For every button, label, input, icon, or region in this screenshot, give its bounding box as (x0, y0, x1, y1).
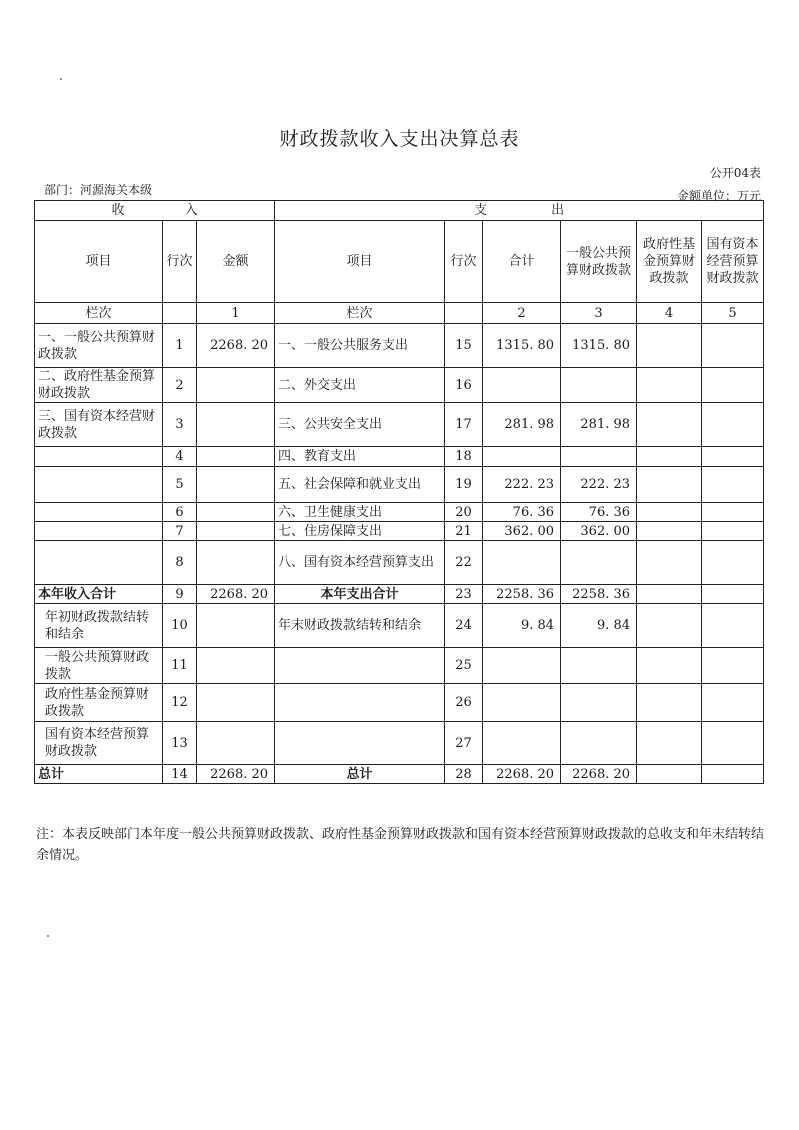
expense-row-no: 25 (445, 648, 483, 684)
gov-fund-header: 政府性基金预算财政拨款 (637, 221, 702, 303)
expense-state-capital (702, 684, 764, 722)
expense-general-budget: 222. 23 (561, 467, 637, 503)
expense-item: 年末财政拨款结转和结余 (275, 604, 445, 648)
income-amount (197, 403, 275, 447)
expense-general-budget (561, 447, 637, 467)
income-item: 一、一般公共预算财政拨款 (35, 324, 163, 368)
header-group-row (35, 201, 764, 221)
expense-row-no: 19 (445, 467, 483, 503)
expense-total (483, 541, 561, 585)
income-item: 三、国有资本经营财政拨款 (35, 403, 163, 447)
expense-state-capital (702, 541, 764, 585)
income-item: 总计 (35, 765, 163, 784)
expense-item: 四、教育支出 (275, 447, 445, 467)
expense-state-capital (702, 503, 764, 522)
expense-state-capital (702, 585, 764, 604)
expense-general-budget: 362. 00 (561, 522, 637, 541)
expense-gov-fund (637, 368, 702, 403)
income-row-no: 10 (163, 604, 197, 648)
expense-gov-fund (637, 403, 702, 447)
income-row-no: 12 (163, 684, 197, 722)
income-row-no: 7 (163, 522, 197, 541)
expense-row-no-header: 行次 (445, 221, 483, 303)
expense-row-no: 26 (445, 684, 483, 722)
expense-state-capital (702, 467, 764, 503)
expense-total: 76. 36 (483, 503, 561, 522)
expense-general-budget: 9. 84 (561, 604, 637, 648)
table-row (35, 467, 764, 503)
expense-state-capital (702, 765, 764, 784)
table-row (35, 403, 764, 447)
income-amount (197, 368, 275, 403)
expense-total: 222. 23 (483, 467, 561, 503)
general-budget-header: 一般公共预算财政拨款 (561, 221, 637, 303)
expense-state-capital (702, 447, 764, 467)
expense-gov-fund (637, 604, 702, 648)
expense-item: 七、住房保障支出 (275, 522, 445, 541)
income-row-no: 13 (163, 722, 197, 765)
expense-total: 362. 00 (483, 522, 561, 541)
expense-total (483, 648, 561, 684)
expense-general-budget (561, 648, 637, 684)
expense-item: 二、外交支出 (275, 368, 445, 403)
expense-row-no: 28 (445, 765, 483, 784)
expense-gov-fund (637, 765, 702, 784)
expense-item: 三、公共安全支出 (275, 403, 445, 447)
income-item (35, 447, 163, 467)
expense-row-no: 17 (445, 403, 483, 447)
expense-general-budget (561, 541, 637, 585)
expense-item (275, 722, 445, 765)
expense-total: 9. 84 (483, 604, 561, 648)
col-label: 栏次 (275, 303, 445, 324)
table-row (35, 368, 764, 403)
expense-total (483, 722, 561, 765)
form-code: 公开04表 (709, 166, 761, 180)
expense-item: 本年支出合计 (275, 585, 445, 604)
income-amount (197, 503, 275, 522)
summary-table (34, 200, 764, 784)
expense-total (483, 368, 561, 403)
income-item: 二、政府性基金预算财政拨款 (35, 368, 163, 403)
expense-row-no: 21 (445, 522, 483, 541)
income-row-no: 9 (163, 585, 197, 604)
income-amount (197, 684, 275, 722)
income-amount-header: 金额 (197, 221, 275, 303)
expense-header: 支 出 (275, 201, 764, 221)
expense-item: 五、社会保障和就业支出 (275, 467, 445, 503)
expense-total: 2268. 20 (483, 765, 561, 784)
header-column-row (35, 221, 764, 303)
expense-row-no: 15 (445, 324, 483, 368)
data-rows (35, 324, 764, 784)
income-amount (197, 648, 275, 684)
expense-general-budget: 2258. 36 (561, 585, 637, 604)
expense-gov-fund (637, 324, 702, 368)
income-item-header: 项目 (35, 221, 163, 303)
expense-gov-fund (637, 585, 702, 604)
expense-state-capital (702, 522, 764, 541)
table-row (35, 541, 764, 585)
income-amount (197, 604, 275, 648)
expense-state-capital (702, 403, 764, 447)
income-row-no: 14 (163, 765, 197, 784)
income-amount (197, 447, 275, 467)
income-row-no: 1 (163, 324, 197, 368)
expense-item (275, 684, 445, 722)
table-row (35, 604, 764, 648)
expense-gov-fund (637, 503, 702, 522)
income-item: 年初财政拨款结转和结余 (35, 604, 163, 648)
unit-label: 金额单位：万元 (676, 189, 761, 203)
col-num: 2 (483, 303, 561, 324)
expense-gov-fund (637, 467, 702, 503)
expense-total: 2258. 36 (483, 585, 561, 604)
income-amount (197, 467, 275, 503)
expense-row-no: 24 (445, 604, 483, 648)
income-amount (197, 722, 275, 765)
income-amount (197, 522, 275, 541)
income-row-no: 3 (163, 403, 197, 447)
expense-general-budget (561, 368, 637, 403)
expense-gov-fund (637, 722, 702, 765)
expense-general-budget: 76. 36 (561, 503, 637, 522)
expense-state-capital (702, 648, 764, 684)
table-row (35, 765, 764, 784)
expense-general-budget: 1315. 80 (561, 324, 637, 368)
table-row (35, 447, 764, 467)
expense-gov-fund (637, 684, 702, 722)
col-num: 4 (637, 303, 702, 324)
expense-row-no: 27 (445, 722, 483, 765)
expense-gov-fund (637, 447, 702, 467)
table-row (35, 522, 764, 541)
expense-row-no: 16 (445, 368, 483, 403)
expense-item: 一、一般公共服务支出 (275, 324, 445, 368)
table-row (35, 503, 764, 522)
income-amount: 2268. 20 (197, 765, 275, 784)
income-row-no-header: 行次 (163, 221, 197, 303)
income-row-no: 4 (163, 447, 197, 467)
income-item (35, 503, 163, 522)
expense-item: 八、国有资本经营预算支出 (275, 541, 445, 585)
expense-state-capital (702, 604, 764, 648)
page-title: 财政拨款收入支出决算总表 (279, 128, 520, 150)
scan-speck (47, 935, 49, 937)
expense-item: 总计 (275, 765, 445, 784)
income-row-no: 8 (163, 541, 197, 585)
expense-total (483, 447, 561, 467)
expense-gov-fund (637, 648, 702, 684)
income-row-no: 2 (163, 368, 197, 403)
income-item: 一般公共预算财政拨款 (35, 648, 163, 684)
expense-item: 六、卫生健康支出 (275, 503, 445, 522)
expense-row-no: 20 (445, 503, 483, 522)
expense-general-budget: 2268. 20 (561, 765, 637, 784)
scan-speck (60, 78, 62, 80)
expense-total: 1315. 80 (483, 324, 561, 368)
income-item: 国有资本经营预算财政拨款 (35, 722, 163, 765)
expense-general-budget: 281. 98 (561, 403, 637, 447)
income-item: 本年收入合计 (35, 585, 163, 604)
expense-total-header: 合计 (483, 221, 561, 303)
income-item (35, 541, 163, 585)
income-amount: 2268. 20 (197, 324, 275, 368)
department-label: 部门：河源海关本级 (44, 183, 153, 197)
state-capital-header: 国有资本经营预算财政拨款 (702, 221, 764, 303)
income-row-no: 11 (163, 648, 197, 684)
expense-item-header: 项目 (275, 221, 445, 303)
table-row (35, 648, 764, 684)
expense-state-capital (702, 324, 764, 368)
table-row (35, 324, 764, 368)
expense-gov-fund (637, 541, 702, 585)
expense-general-budget (561, 722, 637, 765)
expense-item (275, 648, 445, 684)
table-row (35, 585, 764, 604)
expense-gov-fund (637, 522, 702, 541)
expense-general-budget (561, 684, 637, 722)
col-num: 3 (561, 303, 637, 324)
expense-row-no: 18 (445, 447, 483, 467)
table-row (35, 684, 764, 722)
col-num: 5 (702, 303, 764, 324)
col-num: 1 (197, 303, 275, 324)
income-item (35, 467, 163, 503)
footnote: 注：本表反映部门本年度一般公共预算财政拨款、政府性基金预算财政拨款和国有资本经营预算财政拨款的总收支和年末结转结余情况。 (36, 827, 765, 863)
income-amount (197, 541, 275, 585)
col-label: 栏次 (35, 303, 163, 324)
table-row (35, 722, 764, 765)
income-header: 收 入 (35, 201, 275, 221)
expense-total: 281. 98 (483, 403, 561, 447)
expense-state-capital (702, 368, 764, 403)
income-amount: 2268. 20 (197, 585, 275, 604)
income-item: 政府性基金预算财政拨款 (35, 684, 163, 722)
income-item (35, 522, 163, 541)
income-row-no: 5 (163, 467, 197, 503)
expense-state-capital (702, 722, 764, 765)
column-number-row (35, 303, 764, 324)
expense-row-no: 23 (445, 585, 483, 604)
income-row-no: 6 (163, 503, 197, 522)
expense-row-no: 22 (445, 541, 483, 585)
expense-total (483, 684, 561, 722)
